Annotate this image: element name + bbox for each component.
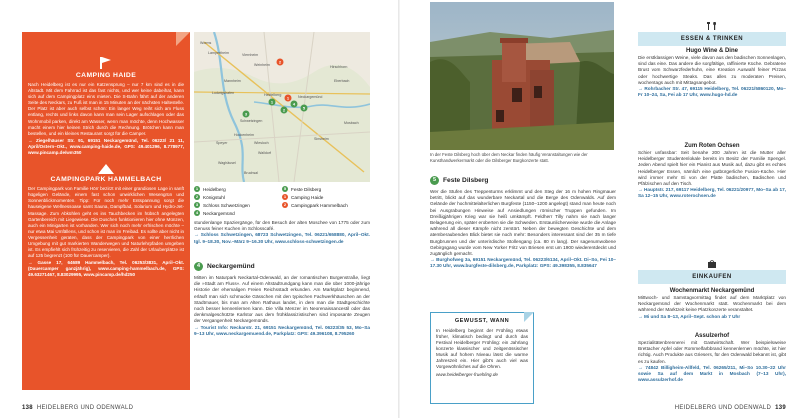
venue-info-text: 74842 Billigheim-Allfeld, Tel. 06265/211, Mi–So 10.30–22 Uhr sowie Sa auf dem Markt in Mosbach (7–13 Uhr), www.assulzerhof.de: [638, 364, 786, 383]
venue-text: Spezialitätenbrennerei mit Gastwirtschaft. Wer beispielsweise Brettacher Apfel oder Rommelfarbbrand kennenlernen möchte, ist hier richtig. Auch Produkte aus Griesers, für den Odenwald bekannt ist, gibt es zu kaufen.: [638, 340, 786, 364]
section-title-text: Neckargemünd: [207, 263, 255, 270]
legend-label: Feste Dilsberg: [291, 186, 322, 192]
feste-dilsberg-photo: [430, 2, 614, 150]
legend-label: Heidelberg: [203, 186, 226, 192]
venue-info-text: Hauptstr. 217, 69117 Heidelberg, Tel. 06221/20977, Mo–Sa ab 17, Sa 12–15 Uhr, www.roterochsen.de: [638, 187, 786, 199]
section-neckargemuend-title: [194, 262, 255, 271]
venue-info: → Mi und Sa 8–13, April–Sept. schon ab 7 Uhr: [638, 313, 741, 319]
neckargemuend-text: Mitten im Naturpark Neckartal-Odenwald, an der romantischen Burgenstraße, liegt die »Stadt am Fluss«. Auf einem Altstadtrundgang kann man die über 1000-jährige Historie der ehemaligen Freien Reichsstadt erkunden. Am Marktplatz beginnend, erläuft man sich schmucke Gässchen mit den typischen Fachwerkhäuschen an der Stadtmauer, bis man am Alten Rathaus landet, in dem man die Stadtgeschichte noch besser kennenlernen kann. Die Villa Menzer im Neorenaissancestil oder das denkmalgeschützte Karlstor aus dem frühklassizistischen sind imposante Zeugen der Vergangenheit Neckargemünds.: [194, 275, 370, 324]
legend-marker: 1: [195, 186, 199, 191]
map-town-label: Sinsheim: [314, 137, 329, 141]
map-town-label: Weinheim: [254, 63, 270, 67]
right-footer: [675, 405, 786, 411]
map-town-label: Hockenheim: [234, 133, 254, 137]
section-title-text: Feste Dilsberg: [443, 177, 489, 184]
category-einkaufen: EINKAUFEN: [638, 270, 786, 284]
legend-item: [194, 210, 235, 216]
legend-label: Königstuhl: [203, 194, 225, 200]
venue-title: Hugo Wine & Dine: [686, 48, 738, 54]
venue-hugo: [638, 48, 786, 98]
photo-caption: In der Feste Dilsberg hoch über dem Neckar finden häufig Veranstaltungen wie der Kunsthandwerkermarkt oder die Dilsberger Burgkonzerte statt.: [430, 152, 588, 163]
schwetzingen-info: → Schloss Schwetzingen, 68723 Schwetzingen, Tel. 06221/658880, April–Okt. tgl. 9–18.30, Nov.–März 9–16.30 Uhr, www.schloss-schwetzingen.de: [194, 232, 370, 244]
camping-sidebar: [22, 32, 190, 390]
legend-label: Camping Haide: [291, 194, 324, 200]
camping-hammelbach-info-text: Gasse 17, 64689 Hammelbach, Tel. 06253/3831, April–Okt. (Dauercamper ganzjährig), www.camping-hammelbach.de, GPS: 49.63271467, 8.83029995, www.pincamp.de/hd250: [28, 260, 185, 278]
shopping-bag-icon: [705, 260, 719, 268]
legend-item: [282, 186, 321, 192]
legend-item: [194, 202, 250, 208]
note-link[interactable]: www.heidelberger-fruehling.de: [436, 372, 498, 377]
map-town-label: Neckargemünd: [298, 95, 323, 99]
svg-text:5: 5: [302, 105, 306, 111]
right-page: [400, 0, 800, 418]
venue-text: Die erstklassigen Weine, viele davon aus den badischen Sonnenlagen, sind das eine. Das andere die sorgfältige, raffinierte Küche. Gebratene Brust vom Schwarzfederhuhn, eine Kreation Auswahl feiner Pizzas oder hochwertige Steaks. Das alles zu moderaten Preisen, wochentags auch mit Mittagsangebot.: [638, 55, 786, 85]
svg-text:2: 2: [278, 59, 282, 65]
map-town-label: Lampertheim: [208, 51, 229, 55]
corner-fold: [176, 32, 190, 46]
venue-title: Zum Roten Ochsen: [684, 143, 740, 149]
camping-haide-text: Nach Heidelberg ist es nur ein Katzensprung – nur 7 km sind es in die Altstadt. Mit dem Fahrrad ist das fast nichts, und wer keine dabeihat, kann sich auf dem Campingplatz eins mieten. Die S-Bahn fährt auf der anderen Seite des Neckars, zu Fuß ist man in 15 Minuten an der nächsten Haltestelle. Der Platz ist aber auch selbst schön: Ein langer Weg reiht sich am Fluss entlang, rechts und links davon kann man sein Lager aufschlagen oder das Wohnmobil parken, direkt am Wasser, wenn man möchte, denn Hochwasser macht einem hier keinen Strich durch die Rechnung. Brötchen kann man bestellen, und ein kleines Restaurant sorgt für die Camper.: [28, 82, 184, 136]
map-town-label: Walldorf: [258, 151, 272, 155]
category-essen-trinken: ESSEN & TRINKEN: [638, 32, 786, 46]
legend-label: Schloss Schwetzingen: [203, 202, 250, 208]
venue-info: → Rohrbacher Str. 47, 69115 Heidelberg, Tel. 06221/5860120, Mo–Fr 10–24, Sa, Fei ab 17 Uhr, www.hugo-hd.de: [638, 85, 786, 98]
camping-hammelbach-heading: CAMPINGPARK HAMMELBACH: [50, 176, 162, 184]
camping-haide-info: → Ziegelhäuser Str. 91, 69151 Neckargemünd, Tel. 06223/ 21 11, April/Ostern–Okt., www.camping-haide.de, GPS: 49.401296, 8.778977, www.pincamp.de/wm350: [28, 137, 185, 156]
dilsberg-info: → Burghofweg 3a, 69151 Neckargemünd, Tel. 06223/6134, April–Okt. Di–So, Fei 10–17.30 Uhr, www.burgfeste-dilsberg.de, Parkplatz: GPS: 49.398355, 8.835647: [430, 257, 616, 269]
map-town-label: Ludwigshafen: [212, 91, 235, 95]
map-town-label: Heidelberg: [264, 93, 282, 97]
camping-haide-heading: CAMPING HAIDE: [75, 72, 137, 79]
legend-marker: 5: [283, 186, 287, 191]
legend-marker: 4: [195, 210, 199, 215]
neckargemuend-info: → Tourist Info: Neckarstr. 21, 69151 Neckargemünd, Tel. 06223/35 53, Mo–Sa 9–13 Uhr, www.neckargemuend.de, Parkplatz: GPS: 49.396108, 8.795260: [194, 324, 370, 336]
map-town-label: Mannheim: [224, 79, 241, 83]
venue-title: Assulzerhof: [694, 333, 730, 339]
map-svg: [194, 32, 370, 182]
venue-info: → Hauptstr. 217, 69117 Heidelberg, Tel. 06221/20977, Mo–Sa ab 17, Sa 12–15 Uhr, www.roterochsen.de: [638, 187, 786, 199]
dilsberg-info-text: Burghofweg 3a, 69151 Neckargemünd, Tel. 06223/6134, April–Okt. Di–So, Fei 10–17.30 Uhr, www.burgfeste-dilsberg.de, Parkplatz: GPS: 49.398355, 8.835647: [430, 257, 616, 269]
cutlery-icon: [705, 22, 719, 30]
left-footer: [22, 405, 133, 411]
map-town-label: Viernheim: [242, 53, 259, 57]
schwetzingen-text: stundenlange Spaziergänge, für den Besuch der alten Moschee von 1775 oder zum Genuss feiner Kuchen im Schlosscafé.: [194, 220, 370, 232]
neckargemuend-info-text: Tourist Info: Neckarstr. 21, 69151 Neckargemünd, Tel. 06223/35 53, Mo–Sa 9–13 Uhr, www.neckargemuend.de, Parkplatz: GPS: 49.396108, 8.795260: [194, 324, 370, 336]
map-town-label: Schwetzingen: [240, 119, 263, 123]
page-number-right: 139: [775, 405, 786, 411]
note-heading: GEWUSST, WANN: [454, 318, 510, 324]
venue-assulzerhof: [638, 333, 786, 383]
tent-icon: [98, 164, 114, 174]
legend-label: Campingpark Hammelbach: [291, 202, 348, 208]
section-dilsberg-title: [430, 176, 488, 185]
region-map: [194, 32, 370, 182]
dilsberg-text-block: [430, 189, 616, 270]
svg-text:4: 4: [292, 101, 296, 107]
note-text: In Heidelberg beginnt der Frühling etwas früher, klimatisch bedingt und durch das Festival Heidelberger Frühling: ein Jahrlang konzerte klassischer und zeitgenössischer Musik auf hohem Niveau lässt die warme Jahreszeit ein. Hier gibt's auch viel was Vorgewöhnliches auf die Ohren.: [436, 328, 528, 369]
legend-marker: 3: [195, 202, 199, 207]
schwetzingen-info-text: Schloss Schwetzingen, 68723 Schwetzingen, Tel. 06221/658880, April–Okt. tgl. 9–18.30, Nov.–März 9–16.30 Uhr, www.schloss-schwetzingen.de: [194, 232, 370, 244]
footer-title-left: HEIDELBERG UND ODENWALD: [36, 405, 134, 411]
section-number-badge: 5: [430, 176, 439, 185]
map-town-label: Speyer: [216, 141, 228, 145]
section-number-badge: 4: [194, 262, 203, 271]
map-town-label: Waghäusel: [218, 161, 236, 165]
legend-item: [282, 202, 348, 208]
venue-text: Mittwoch- und Samstagvormittag findet auf dem Marktplatz von Neckargemünd der Wochenmarkt statt. Wochenmarkt bei dem während der Marktzeit keine Platzkonzerte veranstaltet.: [638, 295, 786, 313]
venue-info-text: Rohrbacher Str. 47, 69115 Heidelberg, Tel. 06221/5860120, Mo–Fr 10–24, Sa, Fei ab 17 Uhr, www.hugo-hd.de: [638, 85, 786, 98]
legend-marker: 2: [195, 194, 199, 199]
map-town-label: Hirschhorn: [330, 65, 348, 69]
map-town-label: Worms: [200, 41, 212, 45]
legend-item: [282, 194, 323, 200]
corner-fold: [524, 312, 534, 322]
svg-text:1: 1: [270, 99, 274, 105]
flag-icon: [99, 57, 113, 69]
venue-roter-ochsen: [638, 143, 786, 199]
dilsberg-text: Wer die Stufen des Treppenturms erklimmt und den Steg der 16 m hohen Ringmauer betritt, blickt auf das wunderbare Neckartal und die Berge des Odenwalds. Auf dem Gelände der hochmittelalterlichen Burgfeste (1150–1200 angelegt) stand man heute noch bei Ausgrabungen Hinweise auf Ansiedlungen römischer Truppen gefunden. Im Dreißigjährigen Krieg war sie heiß umkämpft. Feldherr Tilly nahm sie nach langer Belagerung ein, später eroberten sie die Schweden. Erstaunlicherweise wurde die Anlage während all dieser Kämpfe nicht zerstört. Neben der bewegten Geschichte und dem atemberaubenden Blick bietet sie noch mehr: Besonders interessant sind der 35 m tiefe Burgbrunnen und der unterirdische Stollengang (ca. 80 m lang). Der sagenumwobene Gebirgsgang wurde vom New Yorker Fritz von Briesen erst um 1900 wiederentdeckt und zugänglich gemacht.: [430, 189, 616, 257]
schwetzingen-text-tail: [194, 220, 370, 245]
camping-hammelbach-info: → Gasse 17, 64689 Hammelbach, Tel. 06253/3831, April–Okt. (Dauercamper ganzjährig), www.camping-hammelbach.de, GPS: 49.63271467, 8.83029995, www.pincamp.de/hd250: [28, 260, 185, 278]
neckargemuend-text-block: [194, 275, 370, 337]
legend-marker: 2: [283, 202, 287, 207]
map-town-label: Mosbach: [344, 121, 359, 125]
venue-wochenmarkt: [638, 288, 786, 320]
footer-title-right: HEIDELBERG UND ODENWALD: [674, 405, 772, 411]
map-town-label: Bruchsal: [244, 171, 258, 175]
map-town-label: Eberbach: [334, 79, 350, 83]
page-number-left: 138: [22, 405, 33, 411]
camping-haide-info-text: Ziegelhäuser Str. 91, 69151 Neckargemünd, Tel. 06223/ 21 11, April/Ostern–Okt., www.camping-haide.de, GPS: 49.401296, 8.778977, www.pincamp.de/wm350: [28, 137, 185, 156]
svg-text:1: 1: [286, 95, 290, 101]
venue-text: Schier unfassbar: Seit benahe 200 Jahren ist die Mutter aller Heidelberger Studentenlokale bereits im Besitz der Familie Spengel. Jeden Abend spielt hier ein Pianist aus Musik auf, dazu gibt es echtes Heidelberger Essen, nämlich eine gutbürgerliche Fusion-Küche. Hier wird immer mehr Ei von der Platte badischen, Badischen und Pfälzischen auf den Tisch.: [638, 150, 786, 186]
legend-item: [194, 194, 225, 200]
venue-info: → 74842 Billigheim-Allfeld, Tel. 06265/211, Mi–So 10.30–22 Uhr sowie Sa auf dem Markt in Mosbach (7–13 Uhr), www.assulzerhof.de: [638, 364, 786, 383]
legend-marker: 1: [283, 194, 287, 199]
legend-label: Neckargemünd: [203, 210, 235, 216]
camping-hammelbach-text: Der Campingpark von Familie Hörr bezirzt mit einer grandiosen Lage in sanft hügeligen Gelände, einem fast schon unwirklichen Wesengrün und Sonnenblickmomenten. Tipp: Für noch mehr Entspannung sorgt die hauseigene Wellnessoase samt Sauna, Dampfbad, Solarium und Hydro-Jet-Massage. Zum Abkühlen geht es ins Tauchbecken im hübsch angelegten Gartenbereich mit Liegewiese. Die Duschen funktionieren hier ohne Münzen, auch ein Minigarten ist vorhanden. Wer sich noch mehr erfrischen möchte – nur etwa Mai Umfällens, und schon ist man im Freibad. Es sollte aber nicht in Vergessenheit geraten, dass der Campingpark von einer herrlichen Umgebung mit gut markierten Wanderwegen und Naturlehrpfaden umgeben ist. Es empfiehlt sich frühzeitig zu reservieren, die Zahl der Urlauberplätze ist auf 125 begrenzt (100 für Dauercamper).: [28, 186, 184, 259]
legend-item: [194, 186, 226, 192]
gewusst-wann-box: [430, 312, 534, 404]
svg-text:3: 3: [244, 111, 248, 117]
castle-photo-svg: [430, 2, 614, 150]
venue-title: Wochenmarkt Neckargemünd: [669, 288, 755, 294]
venue-info-text: Mi und Sa 8–13, April–Sept. schon ab 7 Uhr: [644, 313, 741, 319]
map-town-label: Wiesloch: [254, 141, 269, 145]
svg-text:2: 2: [282, 107, 286, 113]
